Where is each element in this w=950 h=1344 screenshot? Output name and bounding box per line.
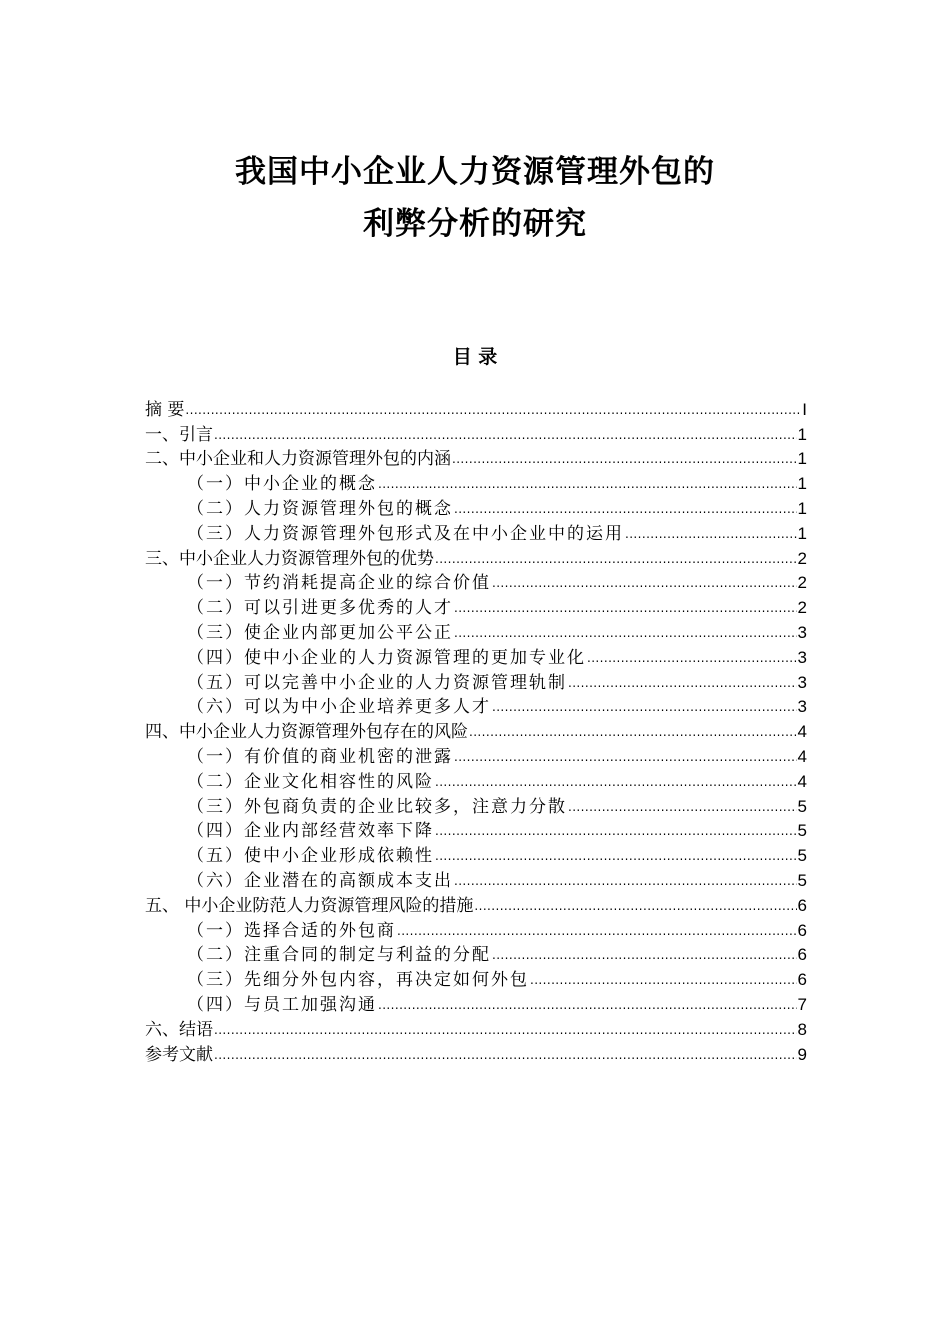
toc-page-number: 8 xyxy=(797,1019,807,1039)
toc-entry-label: （六）企业潜在的高额成本支出 xyxy=(187,870,453,891)
toc-entry[interactable] xyxy=(145,570,807,595)
toc-dot-leader xyxy=(214,426,797,446)
toc-entry[interactable] xyxy=(145,892,807,917)
toc-dot-leader xyxy=(492,574,797,594)
toc-page-number: 1 xyxy=(797,449,807,469)
toc-entry[interactable] xyxy=(145,1016,807,1041)
toc-page-number: 6 xyxy=(797,895,807,915)
toc-dot-leader xyxy=(214,1021,797,1041)
toc-entry[interactable] xyxy=(145,942,807,967)
toc-entry[interactable] xyxy=(145,446,807,471)
toc-dot-leader xyxy=(435,550,797,570)
toc-page-number: 2 xyxy=(797,548,807,568)
toc-entry[interactable] xyxy=(145,495,807,520)
toc-entry-label: （五）使中小企业形成依赖性 xyxy=(187,846,434,867)
toc-entry[interactable] xyxy=(145,793,807,818)
toc-entry-label: （二）可以引进更多优秀的人才 xyxy=(187,598,453,619)
toc-dot-leader xyxy=(397,922,797,942)
toc-dot-leader xyxy=(214,1046,797,1066)
toc-entry-label: （二）企业文化相容性的风险 xyxy=(187,771,434,792)
toc-entry[interactable] xyxy=(145,594,807,619)
toc-dot-leader xyxy=(435,773,797,793)
toc-page-number: 5 xyxy=(797,846,807,866)
toc-entry[interactable] xyxy=(145,966,807,991)
toc-entry-label: 一、引言 xyxy=(145,424,213,445)
toc-dot-leader xyxy=(530,971,797,991)
toc-page-number: 7 xyxy=(797,994,807,1014)
toc-entry[interactable] xyxy=(145,545,807,570)
toc-entry[interactable] xyxy=(145,867,807,892)
toc-entry-label: （一）选择合适的外包商 xyxy=(187,920,396,941)
toc-entry-label: （六）可以为中小企业培养更多人才 xyxy=(187,697,491,718)
toc-entry-label: 二、中小企业和人力资源管理外包的内涵 xyxy=(145,449,451,470)
toc-page-number: 1 xyxy=(797,474,807,494)
toc-entry[interactable] xyxy=(145,694,807,719)
toc-entry[interactable] xyxy=(145,818,807,843)
toc-page-number: 3 xyxy=(797,672,807,692)
toc-dot-leader xyxy=(435,822,797,842)
toc-entry[interactable] xyxy=(145,743,807,768)
toc-dot-leader xyxy=(454,599,797,619)
toc-dot-leader xyxy=(469,723,797,743)
toc-entry-label: （三）使企业内部更加公平公正 xyxy=(187,622,453,643)
toc-entry-label: （一）有价值的商业机密的泄露 xyxy=(187,746,453,767)
toc-page-number: 6 xyxy=(797,945,807,965)
toc-page-number: 4 xyxy=(797,722,807,742)
toc-entry-label: （三）人力资源管理外包形式及在中小企业中的运用 xyxy=(187,523,624,544)
toc-entry-label: （一）节约消耗提高企业的综合价值 xyxy=(187,573,491,594)
toc-dot-leader xyxy=(454,872,797,892)
toc-entry-label: （四）企业内部经营效率下降 xyxy=(187,821,434,842)
toc-entry-label: 四、中小企业人力资源管理外包存在的风险 xyxy=(145,722,468,743)
toc-entry[interactable] xyxy=(145,718,807,743)
toc-page-number: 5 xyxy=(797,870,807,890)
table-of-contents xyxy=(145,396,807,1066)
toc-entry[interactable] xyxy=(145,619,807,644)
toc-entry[interactable] xyxy=(145,421,807,446)
toc-entry[interactable] xyxy=(145,644,807,669)
toc-page-number: 4 xyxy=(797,746,807,766)
toc-page-number: 2 xyxy=(797,573,807,593)
toc-page-number: 5 xyxy=(797,796,807,816)
toc-page-number: 4 xyxy=(797,771,807,791)
toc-entry-label: 三、中小企业人力资源管理外包的优势 xyxy=(145,548,434,569)
toc-page-number: 2 xyxy=(797,598,807,618)
toc-dot-leader xyxy=(492,698,797,718)
toc-dot-leader xyxy=(568,674,797,694)
document-title-line-1: 我国中小企业人力资源管理外包的 xyxy=(235,154,715,190)
toc-dot-leader xyxy=(378,996,797,1016)
toc-dot-leader xyxy=(435,847,797,867)
toc-page-number: 6 xyxy=(797,970,807,990)
toc-entry-label: 五、 中小企业防范人力资源管理风险的措施 xyxy=(145,895,474,916)
toc-dot-leader xyxy=(492,946,797,966)
toc-entry-label: 参考文献 xyxy=(145,1044,213,1065)
toc-page-number: 1 xyxy=(797,424,807,444)
toc-dot-leader xyxy=(587,649,797,669)
toc-page-number: 1 xyxy=(797,498,807,518)
toc-dot-leader xyxy=(568,798,797,818)
toc-entry[interactable] xyxy=(145,991,807,1016)
toc-entry-label: （一）中小企业的概念 xyxy=(187,474,377,495)
toc-entry-label: （四）使中小企业的人力资源管理的更加专业化 xyxy=(187,647,586,668)
toc-page-number: 5 xyxy=(797,821,807,841)
toc-page-number: 1 xyxy=(797,523,807,543)
toc-entry[interactable] xyxy=(145,669,807,694)
toc-entry[interactable] xyxy=(145,917,807,942)
toc-entry[interactable] xyxy=(145,470,807,495)
toc-entry[interactable] xyxy=(145,520,807,545)
toc-page-number: 3 xyxy=(797,647,807,667)
toc-entry-label: 摘 要 xyxy=(145,399,185,420)
toc-entry-label: （二）人力资源管理外包的概念 xyxy=(187,498,453,519)
toc-entry-label: （四）与员工加强沟通 xyxy=(187,994,377,1015)
toc-entry-label: 六、结语 xyxy=(145,1019,213,1040)
toc-page-number: 6 xyxy=(797,920,807,940)
toc-dot-leader xyxy=(625,525,797,545)
toc-entry[interactable] xyxy=(145,768,807,793)
toc-entry[interactable] xyxy=(145,842,807,867)
toc-dot-leader xyxy=(452,450,797,470)
toc-dot-leader xyxy=(454,624,797,644)
toc-heading: 目 录 xyxy=(452,346,498,368)
toc-entry-label: （五）可以完善中小企业的人力资源管理轨制 xyxy=(187,672,567,693)
toc-page-number: I xyxy=(802,399,807,419)
toc-entry[interactable] xyxy=(145,1041,807,1066)
toc-entry-label: （三）外包商负责的企业比较多，注意力分散 xyxy=(187,796,567,817)
toc-dot-leader xyxy=(185,401,801,421)
toc-dot-leader xyxy=(378,475,797,495)
toc-entry[interactable] xyxy=(145,396,807,421)
toc-entry-label: （二）注重合同的制定与利益的分配 xyxy=(187,945,491,966)
toc-dot-leader xyxy=(454,500,797,520)
toc-dot-leader xyxy=(474,897,796,917)
toc-page-number: 9 xyxy=(797,1044,807,1064)
toc-page-number: 3 xyxy=(797,697,807,717)
toc-page-number: 3 xyxy=(797,622,807,642)
document-title-line-2: 利弊分析的研究 xyxy=(363,206,587,242)
toc-dot-leader xyxy=(454,748,797,768)
toc-entry-label: （三）先细分外包内容，再决定如何外包 xyxy=(187,970,529,991)
